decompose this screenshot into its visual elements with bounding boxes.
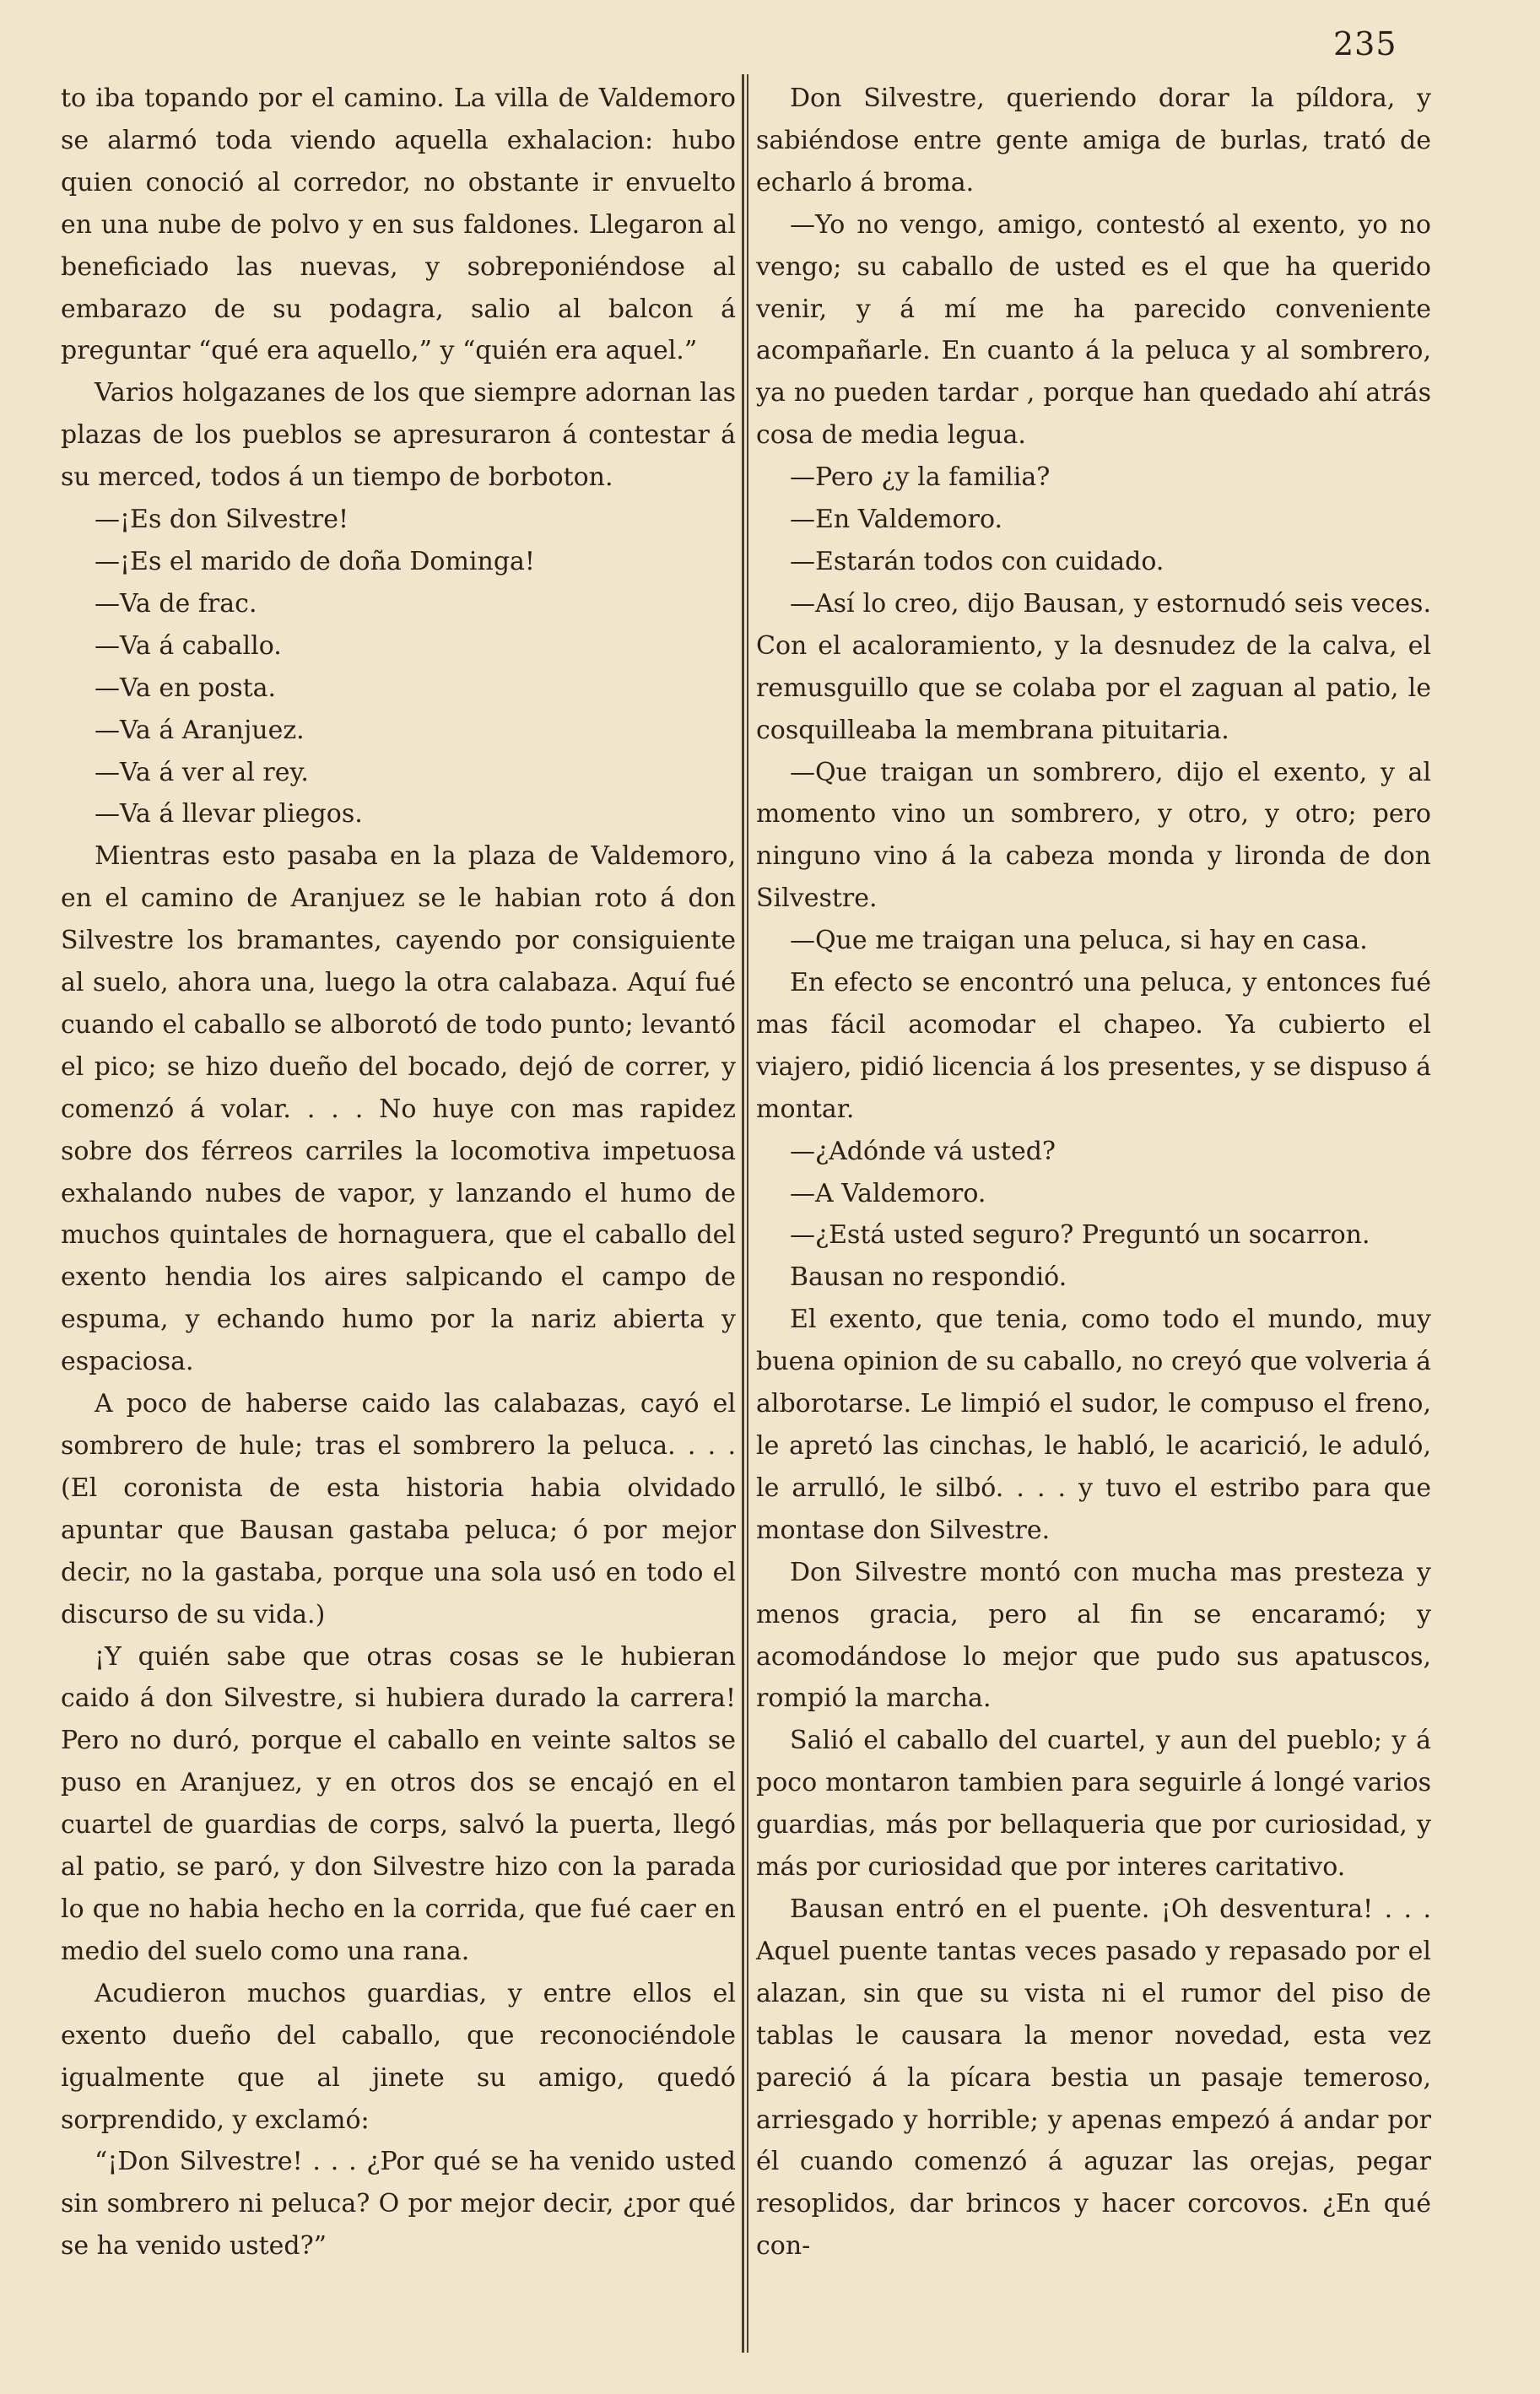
paragraph: —Va á Aranjuez.: [95, 715, 305, 745]
right-column: [756, 78, 1431, 2267]
paragraph: —Va á caballo.: [95, 630, 282, 661]
column-divider: [742, 74, 744, 2353]
paragraph: Acudieron muchos guardias, y entre ellos el exento dueño del caballo, que reconociéndole igualmente que al jinete su amigo, quedó sorprendido, y exclamó:: [61, 1978, 736, 2135]
page-number: 235: [1333, 25, 1397, 62]
paragraph: ¡Y quién sabe que otras cosas se le hubieran caido á don Silvestre, si hubiera durado la carrera! Pero no duró, porque el caballo en veinte saltos se puso en Aranjuez, y en otros dos se encajó en el cuartel de guardias de corps, salvó la puerta, llegó al patio, se paró, y don Silvestre hizo con la parada lo que no habia hecho en la corrida, que fué caer en medio del suelo como una rana.: [61, 1641, 736, 1966]
paragraph: —¿Adónde vá usted?: [790, 1136, 1056, 1166]
paragraph: —Así lo creo, dijo Bausan, y estornudó seis veces. Con el acaloramiento, y la desnudez de la calva, el remusguillo que se colaba por el zaguan al patio, le cosquilleaba la membrana pituitaria.: [756, 588, 1431, 745]
paragraph: En efecto se encontró una peluca, y entonces fué mas fácil acomodar el chapeo. Ya cubierto el viajero, pidió licencia á los presentes, y se dispuso á montar.: [756, 968, 1431, 1124]
paragraph: —Que me traigan una peluca, si hay en casa.: [790, 926, 1368, 956]
paragraph: El exento, que tenia, como todo el mundo, muy buena opinion de su caballo, no creyó que volveria á alborotarse. Le limpió el sudor, le compuso el freno, le apretó las cinchas, le habló, le acarició, le aduló, le arrulló, le silbó. . . . y tuvo el estribo para que montase don Silvestre.: [756, 1305, 1431, 1545]
paragraph: —Que traigan un sombrero, dijo el exento, y al momento vino un sombrero, y otro, y otro; pero ninguno vino á la cabeza monda y lironda de don Silvestre.: [756, 757, 1431, 914]
paragraph: —Va de frac.: [95, 588, 257, 619]
paragraph: —Yo no vengo, amigo, contestó al exento, yo no vengo; su caballo de usted es el que ha querido venir, y á mí me ha parecido conveniente acompañarle. En cuanto á la peluca y al sombrero, ya no pueden tardar , porque han quedado ahí atrás cosa de media legua.: [756, 209, 1431, 451]
paragraph: —¿Está usted seguro? Preguntó un socarron.: [790, 1220, 1370, 1251]
paragraph: Salió el caballo del cuartel, y aun del pueblo; y á poco montaron tambien para seguirle á longé varios guardias, más por bellaqueria que por curiosidad, y más por curiosidad que por interes caritativo.: [756, 1726, 1431, 1883]
paragraph: Bausan no respondió.: [790, 1262, 1067, 1293]
paragraph: Bausan entró en el puente. ¡Oh desventura! . . . Aquel puente tantas veces pasado y repasado por el alazan, sin que su vista ni el rumor del piso de tablas le causara la menor novedad, esta vez pareció á la pícara bestia un pasaje temeroso, arriesgado y horrible; y apenas empezó á andar por él cuando comenzó á aguzar las orejas, pegar resoplidos, dar brincos y hacer corcovos. ¿En qué con-: [756, 1894, 1431, 2262]
column-divider-secondary: [747, 74, 748, 2353]
paragraph: —Va á ver al rey.: [95, 757, 309, 787]
paragraph: Mientras esto pasaba en la plaza de Valdemoro, en el camino de Aranjuez se le habian roto á don Silvestre los bramantes, cayendo por consiguiente al suelo, ahora una, luego la otra calabaza. Aquí fué cuando el caballo se alborotó de todo punto; levantó el pico; se hizo dueño del bocado, dejó de correr, y comenzó á volar. . . . No huye con mas rapidez sobre dos férreos carriles la locomotiva impetuosa exhalando nubes de vapor, y lanzando el humo de muchos quintales de hornaguera, que el caballo del exento hendia los aires salpicando el campo de espuma, y echando humo por la nariz abierta y espaciosa.: [61, 841, 736, 1377]
paragraph: —Va á llevar pliegos.: [95, 799, 363, 830]
paragraph: —Va en posta.: [95, 673, 277, 703]
paragraph: A poco de haberse caido las calabazas, cayó el sombrero de hule; tras el sombrero la peluca. . . . (El coronista de esta historia habia olvidado apuntar que Bausan gastaba peluca; ó por mejor decir, no la gastaba, porque una sola usó en todo el discurso de su vida.): [61, 1389, 736, 1629]
paragraph: —Estarán todos con cuidado.: [790, 546, 1164, 576]
paragraph: —Pero ¿y la familia?: [790, 462, 1051, 493]
paragraph: Don Silvestre montó con mucha mas presteza y menos gracia, pero al fin se encaramó; y acomodándose lo mejor que pudo sus apatuscos, rompió la marcha.: [756, 1557, 1431, 1714]
paragraph: —¡Es don Silvestre!: [95, 505, 349, 535]
paragraph: “¡Don Silvestre! . . . ¿Por qué se ha venido usted sin sombrero ni peluca? O por mejor decir, ¿por qué se ha venido usted?”: [61, 2147, 736, 2262]
paragraph: Varios holgazanes de los que siempre adornan las plazas de los pueblos se apresuraron á contestar á su merced, todos á un tiempo de borboton.: [61, 378, 736, 493]
paragraph: —¡Es el marido de doña Dominga!: [95, 546, 535, 576]
paragraph: Don Silvestre, queriendo dorar la píldora, y sabiéndose entre gente amiga de burlas, trató de echarlo á broma.: [756, 84, 1431, 197]
paragraph: to iba topando por el camino. La villa de Valdemoro se alarmó toda viendo aquella exhalacion: hubo quien conoció al corredor, no obstante ir envuelto en una nube de polvo y en sus faldones. Llegaron al beneficiado las nuevas, y sobreponiéndose al embarazo de su podagra, salio al balcon á preguntar “qué era aquello,” y “quién era aquel.”: [61, 84, 736, 366]
paragraph: —En Valdemoro.: [790, 505, 1003, 535]
left-column: [61, 78, 736, 2267]
paragraph: —A Valdemoro.: [790, 1178, 986, 1208]
